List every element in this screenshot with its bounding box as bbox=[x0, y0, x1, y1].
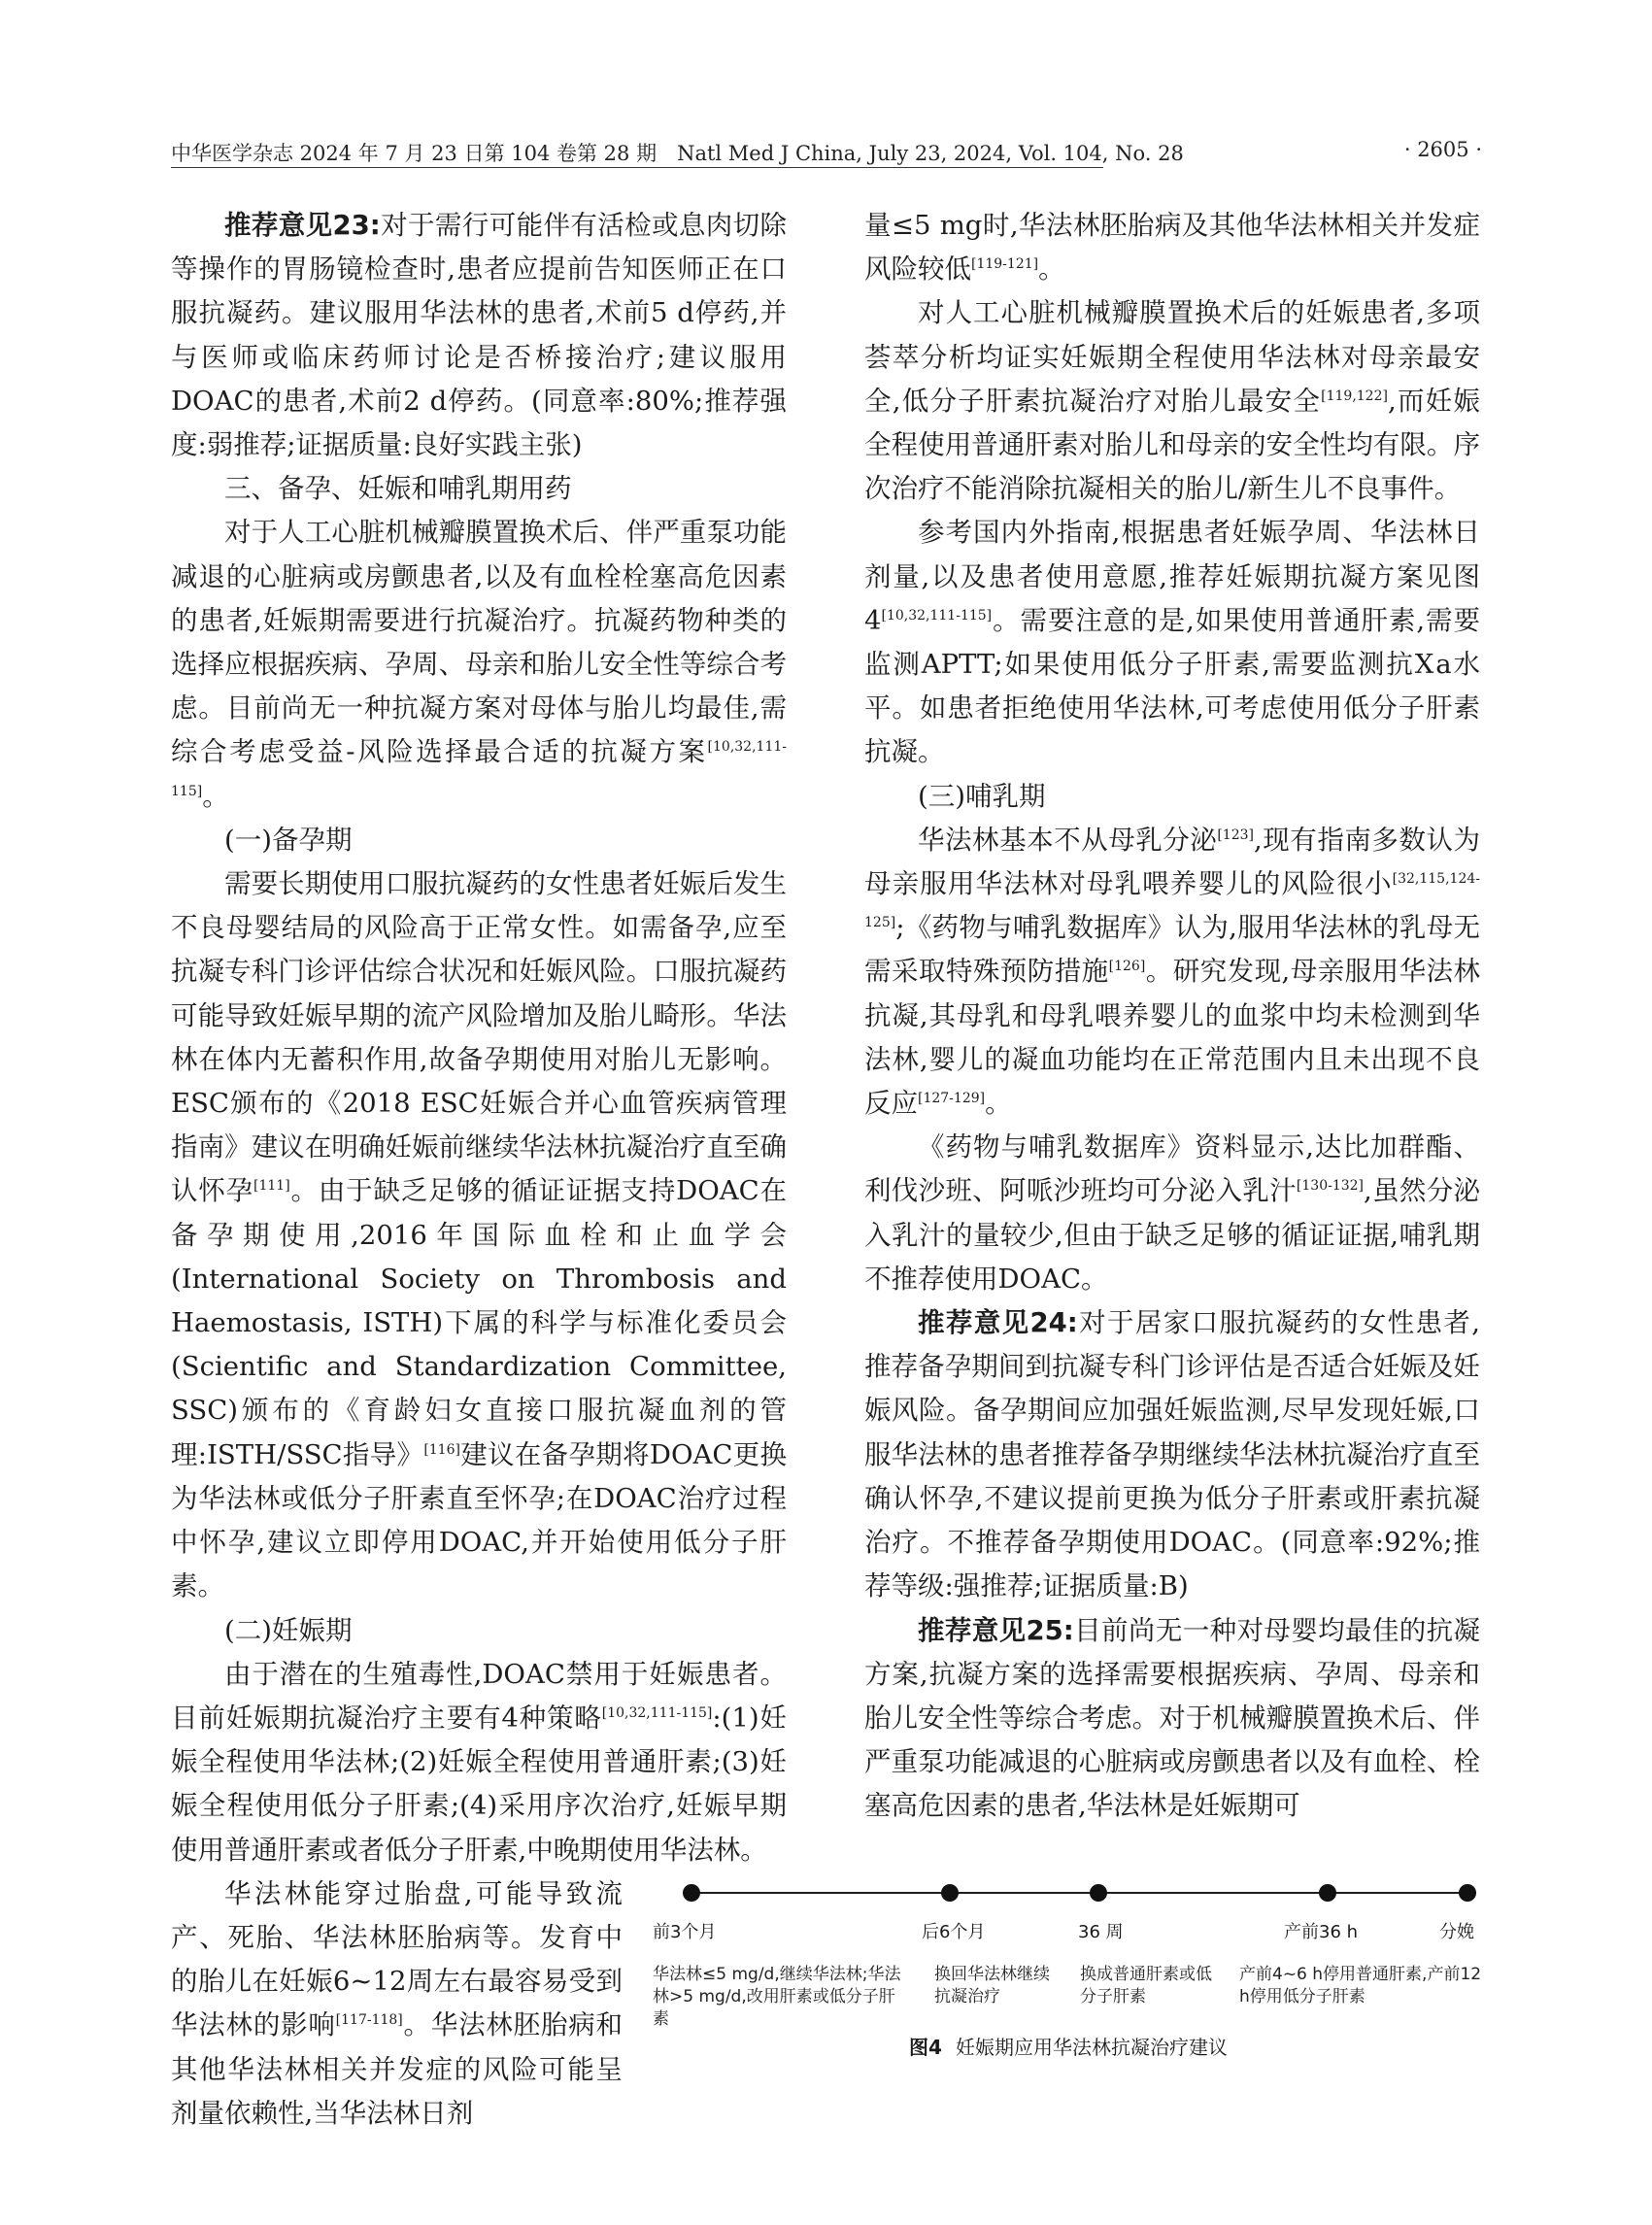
right-column bbox=[864, 204, 1480, 1829]
paragraph bbox=[171, 1653, 787, 1872]
paragraph bbox=[171, 862, 787, 1608]
recommendation-25 bbox=[864, 1609, 1480, 1829]
rec25-text: 目前尚无一种对母婴均最佳的抗凝方案,抗凝方案的选择需要根据疾病、孕周、母亲和胎儿安全性等综合考虑。对于机械瓣膜置换术后、伴严重泵功能减退的心脏病或房颤患者以及有血栓、栓塞高危因素的患者,华法林是妊娠期可 bbox=[864, 1614, 1480, 1822]
section-3-title: 三、备孕、妊娠和哺乳期用药 bbox=[224, 473, 572, 505]
text: 需要长期使用口服抗凝药的女性患者妊娠后发生不良母婴结局的风险高于正常女性。如需备孕,应至抗凝专科门诊评估综合状况和妊娠风险。口服抗凝药可能导致妊娠早期的流产风险增加及胎儿畸形。华法林在体内无蓄积作用,故备孕期使用对胎儿无影响。ESC颁布的《2018 ESC妊娠合并心血管疾病管理指南》建议在明确妊娠前继续华法林抗凝治疗直至确认怀孕 bbox=[171, 868, 787, 1207]
text: 由于潜在的生殖毒性,DOAC禁用于妊娠患者。目前妊娠期抗凝治疗主要有4种策略 bbox=[171, 1658, 787, 1734]
timeline-dot bbox=[1459, 1884, 1476, 1902]
rec25-label: 推荐意见25: bbox=[918, 1614, 1074, 1646]
text: 《药物与哺乳数据库》资料显示,达比加群酯、利伐沙班、阿哌沙班均可分泌入乳汁 bbox=[864, 1131, 1480, 1207]
figure-caption bbox=[653, 2032, 1484, 2060]
subsection-1-title: (一)备孕期 bbox=[224, 824, 353, 856]
citation: [130-132] bbox=[1296, 1178, 1365, 1195]
timeline-desc: 产前4~6 h停用普通肝素,产前12 h停用低分子肝素 bbox=[1239, 1965, 1482, 2006]
timeline-label: 36 周 bbox=[1078, 1922, 1124, 1942]
timeline-label: 后6个月 bbox=[922, 1922, 986, 1942]
text: 对人工心脏机械瓣膜置换术后的妊娠患者,多项荟萃分析均证实妊娠期全程使用华法林对母亲最安全,低分子肝素抗凝治疗对胎儿最安全 bbox=[864, 297, 1480, 417]
text: ;《药物与哺乳数据库》认为,服用华法林的乳母无需采取特殊预防措施 bbox=[864, 912, 1480, 988]
citation: [10,32,111-115] bbox=[171, 739, 787, 799]
citation: [126] bbox=[1108, 959, 1146, 975]
text: 对于人工心脏机械瓣膜置换术后、伴严重泵功能减退的心脏病或房颤患者,以及有血栓栓塞高危因素的患者,妊娠期需要进行抗凝治疗。抗凝药物种类的选择应根据疾病、孕周、母亲和胎儿安全性等综合考虑。目前尚无一种抗凝方案对母体与胎儿均最佳,需综合考虑受益-风险选择最合适的抗凝方案 bbox=[171, 517, 787, 768]
citation: [10,32,111-115] bbox=[601, 1704, 713, 1721]
timeline-label: 前3个月 bbox=[653, 1922, 717, 1942]
text: 。华法林胚胎病和其他华法林相关并发症的风险可能呈剂量依赖性,当华法林日剂 bbox=[171, 2009, 624, 2129]
figure-4-timeline bbox=[653, 1841, 1484, 2059]
text: 。 bbox=[985, 1088, 1012, 1120]
timeline-dot bbox=[1319, 1884, 1336, 1902]
journal-citation: 中华医学杂志 2024 年 7 月 23 日第 104 卷第 28 期 Natl Med J China, July 23, 2024, Vol. 104, No. 28 bbox=[171, 142, 1184, 165]
timeline-desc: 换成普通肝素或低分子肝素 bbox=[1080, 1965, 1212, 2006]
citation: [123] bbox=[1217, 826, 1254, 843]
timeline-axis bbox=[688, 1892, 1476, 1894]
timeline-dot bbox=[683, 1884, 700, 1902]
header-rule bbox=[171, 167, 1103, 168]
citation: [111] bbox=[253, 1178, 290, 1195]
page-number: · 2605 · bbox=[1403, 138, 1482, 161]
text: ,而妊娠全程使用普通肝素对胎儿和母亲的安全性均有限。序次治疗不能消除抗凝相关的胎儿/新生儿不良事件。 bbox=[864, 385, 1480, 505]
paragraph bbox=[864, 511, 1480, 774]
text: 。 bbox=[202, 780, 229, 812]
text: 。 bbox=[1038, 253, 1065, 286]
text: 。研究发现,母亲服用华法林抗凝,其母乳和母乳喂养婴儿的血浆中均未检测到华法林,婴儿的凝血功能均在正常范围内且未出现不良反应 bbox=[864, 956, 1481, 1120]
text: 华法林基本不从母乳分泌 bbox=[918, 824, 1218, 856]
recommendation-23 bbox=[171, 204, 787, 467]
citation: [10,32,111-115] bbox=[881, 607, 993, 624]
timeline-label: 产前36 h bbox=[1284, 1922, 1359, 1942]
text: 参考国内外指南,根据患者妊娠孕周、华法林日剂量,以及患者使用意愿,推荐妊娠期抗凝方案见图4 bbox=[864, 517, 1480, 636]
timeline-dot bbox=[1090, 1884, 1107, 1902]
text: :(1)妊娠全程使用华法林;(2)妊娠全程使用普通肝素;(3)妊娠全程使用低分子肝素;(4)采用序次治疗,妊娠早期使用普通肝素或者低分子肝素,中晚期使用华法林。 bbox=[171, 1702, 787, 1866]
text: ,现有指南多数认为母亲服用华法林对母乳喂养婴儿的风险很小 bbox=[864, 824, 1480, 900]
timeline-dot bbox=[941, 1884, 959, 1902]
text: 量≤5 mg时,华法林胚胎病及其他华法林相关并发症风险较低 bbox=[864, 210, 1480, 286]
rec23-label: 推荐意见23: bbox=[224, 210, 381, 241]
paragraph bbox=[864, 204, 1480, 291]
paragraph bbox=[171, 1872, 623, 2136]
text: ,虽然分泌入乳汁的量较少,但由于缺乏足够的循证证据,哺乳期不推荐使用DOAC。 bbox=[864, 1175, 1481, 1295]
citation: [116] bbox=[423, 1441, 460, 1458]
subsection-2-title: (二)妊娠期 bbox=[224, 1614, 353, 1646]
paragraph bbox=[864, 819, 1480, 1126]
timeline-desc: 华法林≤5 mg/d,继续华法林;华法林>5 mg/d,改用肝素或低分子肝素 bbox=[653, 1965, 901, 2029]
text: 。由于缺乏足够的循证证据支持DOAC在备孕期使用,2016年国际血栓和止血学会(International Society on Thrombosis and Haemostasis, ISTH)下属的科学与标准化委员会(Scientific and Standardization Committee, SSC)颁布的《育龄妇女直接口服抗凝血剂的管理:ISTH/SSC指导》 bbox=[171, 1175, 788, 1470]
paragraph bbox=[864, 291, 1480, 511]
rec24-text: 对于居家口服抗凝药的女性患者,推荐备孕期间到抗凝专科门诊评估是否适合妊娠及妊娠风险。备孕期间应加强妊娠监测,尽早发现妊娠,口服华法林的患者推荐备孕期继续华法林抗凝治疗直至确认怀孕,不建议提前更换为低分子肝素或肝素抗凝治疗。不推荐备孕期使用DOAC。(同意率:92%;推荐等级:强推荐;证据质量:B) bbox=[864, 1307, 1481, 1602]
citation: [117-118] bbox=[335, 2012, 403, 2029]
timeline-label: 分娩 bbox=[1439, 1922, 1474, 1942]
paragraph bbox=[171, 511, 787, 818]
citation: [119-121] bbox=[971, 256, 1039, 273]
caption-text: 妊娠期应用华法林抗凝治疗建议 bbox=[955, 2036, 1228, 2059]
text: 。需要注意的是,如果使用普通肝素,需要监测APTT;如果使用低分子肝素,需要监测抗Ⅹa水平。如患者拒绝使用华法林,可考虑使用低分子肝素抗凝。 bbox=[864, 604, 1480, 768]
rec23-text: 对于需行可能伴有活检或息肉切除等操作的胃肠镜检查时,患者应提前告知医师正在口服抗凝药。建议服用华法林的患者,术前5 d停药,并与医师或临床药师讨论是否桥接治疗;建议服用DOAC的患者,术前2 d停药。(同意率:80%;推荐强度:弱推荐;证据质量:良好实践主张) bbox=[171, 210, 787, 461]
citation: [127-129] bbox=[918, 1091, 986, 1107]
citation: [119,122] bbox=[1321, 388, 1388, 404]
subsection-3-title: (三)哺乳期 bbox=[918, 780, 1046, 812]
rec24-label: 推荐意见24: bbox=[918, 1307, 1078, 1339]
paragraph bbox=[864, 1126, 1480, 1301]
timeline-desc: 换回华法林继续抗凝治疗 bbox=[934, 1965, 1050, 2006]
caption-number: 图4 bbox=[909, 2036, 942, 2059]
citation: [32,115,124-125] bbox=[864, 871, 1480, 931]
recommendation-24 bbox=[864, 1301, 1480, 1608]
text: 华法林能穿过胎盘,可能导致流产、死胎、华法林胚胎病等。发育中的胎儿在妊娠6~12周左右最容易受到华法林的影响 bbox=[171, 1877, 623, 2041]
text: 建议在备孕期将DOAC更换为华法林或低分子肝素直至怀孕;在DOAC治疗过程中怀孕,建议立即停用DOAC,并开始使用低分子肝素。 bbox=[171, 1438, 787, 1602]
running-header bbox=[171, 130, 1482, 169]
